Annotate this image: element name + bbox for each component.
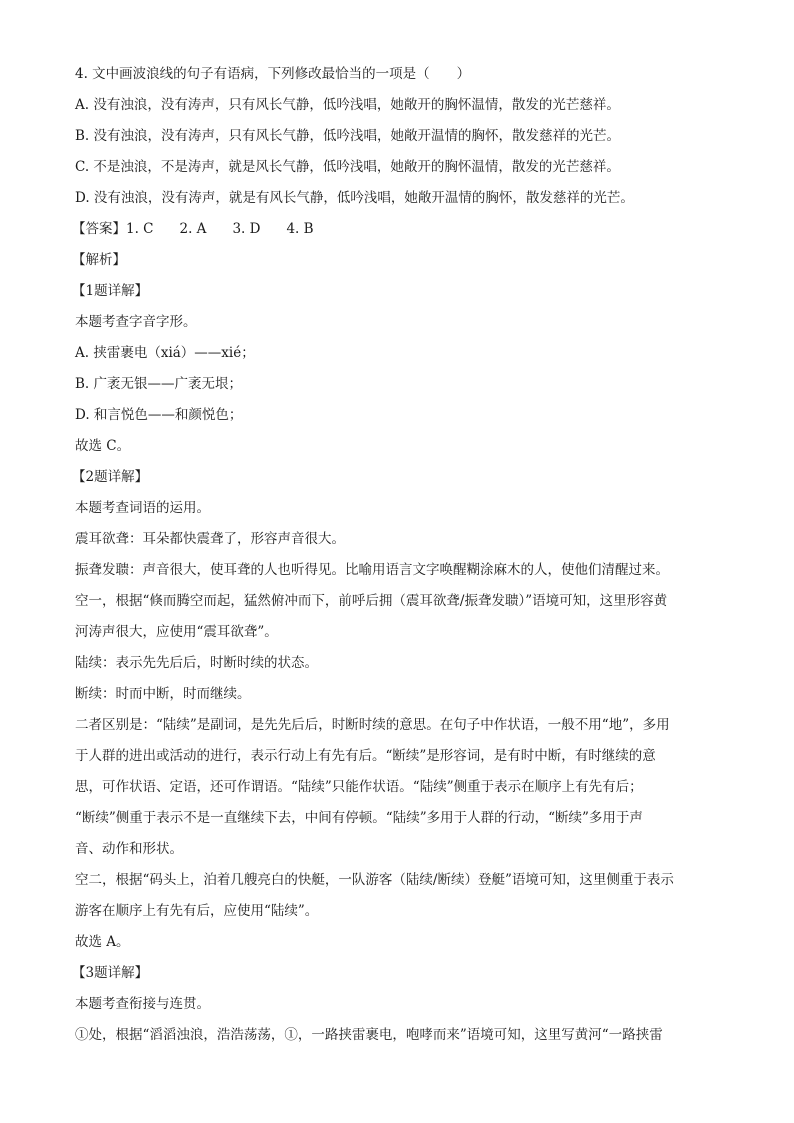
q1-line: 本题考查字音字形。 (75, 314, 197, 330)
question4-option-a: A. 没有浊浪，没有涛声，只有风长气静，低吟浅唱，她敞开的胸怀温情，散发的光芒慈祥。 (75, 97, 620, 113)
answer-value-2: 2. A (179, 221, 207, 237)
answer-label: 【答案】 (72, 221, 126, 237)
q3-line: 本题考查衔接与连贯。 (75, 996, 210, 1012)
q3-line: ①处，根据“滔滔浊浪，浩浩荡荡，①，一路挟雷裹电，咆哮而来”语境可知，这里写黄河“一路挟雷 (75, 1027, 663, 1043)
q1-line: 故选 C。 (75, 438, 131, 454)
q2-line: 游客在顺序上有先有后，应使用“陆续”。 (75, 903, 319, 919)
question4-option-b: B. 没有浊浪，没有涛声，只有风长气静，低吟浅唱，她敞开温情的胸怀，散发慈祥的光芒。 (75, 128, 621, 144)
q2-line: 空二，根据“码头上，泊着几艘亮白的快艇，一队游客（陆续/断续）登艇”语境可知，这里侧重于表示 (75, 872, 674, 888)
q2-line: 故选 A。 (75, 934, 130, 950)
q2-line: 思，可作状语、定语，还可作谓语。“陆续”只能作状语。“陆续”侧重于表示在顺序上有先有后； (75, 779, 643, 795)
answer-value-3: 3. D (232, 221, 261, 237)
answer-value-4: 4. B (286, 221, 314, 237)
question4-option-d: D. 没有浊浪，没有涛声，就是有风长气静，低吟浅唱，她敞开温情的胸怀，散发慈祥的光芒。 (75, 190, 634, 206)
question4-stem: 4. 文中画波浪线的句子有语病，下列修改最恰当的一项是（ ） (75, 66, 471, 82)
q1-heading: 【1题详解】 (72, 283, 149, 299)
answer-line (72, 214, 725, 245)
q2-line: 二者区别是：“陆续”是副词，是先先后后，时断时续的意思。在句子中作状语，一般不用“地”，多用 (75, 717, 670, 733)
q2-line: 于人群的进出或活动的进行，表示行动上有先有后。“断续”是形容词，是有时中断，有时继续的意 (75, 748, 656, 764)
q2-line: 震耳欲聋：耳朵都快震聋了，形容声音很大。 (75, 531, 345, 547)
q3-heading: 【3题详解】 (72, 965, 149, 981)
q2-line: 音、动作和形状。 (75, 841, 183, 857)
question4-option-c: C. 不是浊浪，不是涛声，就是风长气静，低吟浅唱，她敞开的胸怀温情，散发的光芒慈祥。 (75, 159, 620, 175)
q1-line: D. 和言悦色——和颜悦色； (75, 407, 243, 423)
q1-line: B. 广袤无银——广袤无垠； (75, 376, 243, 392)
q2-line: 河涛声很大，应使用“震耳欲聋”。 (75, 624, 278, 640)
q2-heading: 【2题详解】 (72, 469, 149, 485)
answer-value-1: 1. C (126, 221, 154, 237)
q2-line: “断续”侧重于表示不是一直继续下去，中间有停顿。“陆续”多用于人群的行动，“断续”多用于声 (75, 810, 643, 826)
q2-line: 陆续：表示先先后后，时断时续的状态。 (75, 655, 318, 671)
q2-line: 振聋发聩：声音很大，使耳聋的人也听得见。比喻用语言文字唤醒糊涂麻木的人，使他们清醒过来。 (75, 562, 669, 578)
q1-line: A. 挟雷裹电（xiá）——xié； (75, 345, 255, 361)
q2-line: 本题考查词语的运用。 (75, 500, 210, 516)
q2-line: 断续：时而中断，时而继续。 (75, 686, 251, 702)
q2-line: 空一，根据“倏而腾空而起，猛然俯冲而下，前呼后拥（震耳欲聋/振聋发聩）”语境可知，这里形容黄 (75, 593, 668, 609)
analysis-label: 【解析】 (72, 252, 126, 268)
document-page (72, 59, 725, 1051)
